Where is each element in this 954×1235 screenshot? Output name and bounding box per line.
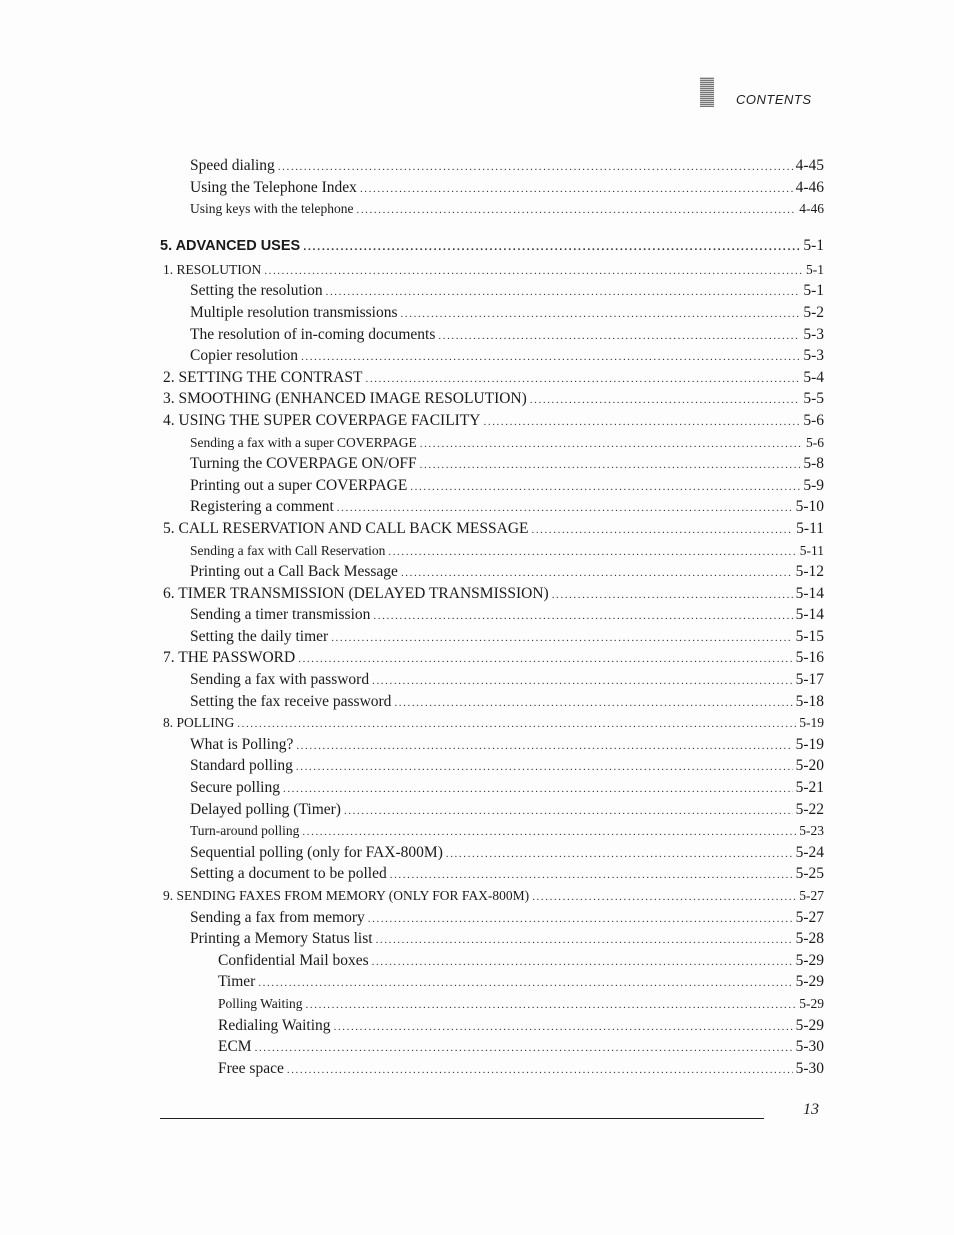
leader-dots (372, 671, 792, 693)
toc-section-page: 5-27 (799, 888, 824, 903)
toc-entry-title: Sequential polling (only for FAX-800M) (190, 843, 443, 861)
toc-section-page: 5-5 (803, 390, 824, 408)
chapter-page: 5-1 (803, 236, 824, 254)
toc-entry-title: Setting the daily timer (190, 627, 329, 645)
toc-entry-title: Printing out a super COVERPAGE (190, 476, 408, 494)
leader-dots (296, 757, 793, 779)
toc-subentry-page: 5-30 (795, 1059, 824, 1077)
toc-section-title: 4. USING THE SUPER COVERPAGE FACILITY (163, 411, 481, 429)
toc-entry-page: 5-28 (795, 930, 824, 948)
toc-entry-page: 5-24 (795, 843, 824, 861)
leader-dots (390, 865, 793, 887)
toc-entry-page: 5-27 (795, 908, 824, 926)
toc-entry-title: Turning the COVERPAGE ON/OFF (190, 455, 417, 473)
toc-section-page: 5-4 (803, 368, 824, 386)
toc-section-title: 8. POLLING (163, 715, 235, 731)
toc-section-title: 7. THE PASSWORD (163, 649, 296, 667)
toc-entry-page: 5-21 (795, 779, 824, 797)
toc-entry-title: Printing out a Call Back Message (190, 563, 398, 581)
toc-section-page: 5-16 (795, 649, 824, 667)
toc-entry-page: 5-11 (799, 542, 824, 558)
toc-entry-page: 5-9 (803, 476, 824, 494)
toc-entry (160, 928, 824, 950)
toc-entry (160, 198, 824, 220)
toc-entry-title: Registering a comment (190, 498, 334, 516)
toc-entry (160, 302, 824, 324)
leader-dots (302, 822, 796, 844)
toc-entry-title: Using keys with the telephone (190, 201, 354, 217)
toc-entry-page: 5-2 (803, 303, 824, 321)
leader-dots (552, 585, 793, 607)
leader-dots (287, 1060, 793, 1082)
toc-entry (160, 475, 824, 497)
toc-entry-page: 4-45 (795, 157, 824, 174)
leader-dots (530, 390, 801, 412)
leader-dots (372, 952, 793, 974)
toc-entry-title: Using the Telephone Index (190, 178, 357, 196)
leader-dots (401, 304, 801, 326)
chapter-heading (160, 235, 824, 259)
leader-dots (531, 520, 793, 542)
toc-subentry-title: Polling Waiting (218, 995, 303, 1011)
leader-dots (366, 369, 801, 391)
toc-entry-title: Printing a Memory Status list (190, 930, 373, 948)
leader-dots (258, 973, 792, 995)
toc-entry-title: Setting the fax receive password (190, 692, 392, 710)
toc-entry (160, 907, 824, 929)
leader-dots (410, 477, 800, 499)
leader-dots (334, 1017, 793, 1039)
leader-dots (296, 736, 792, 758)
toc-entry-title: Delayed polling (Timer) (190, 800, 341, 818)
toc-entry-title: Sending a timer transmission (190, 606, 371, 624)
leader-dots (376, 930, 793, 952)
toc-entry-page: 5-15 (795, 627, 824, 645)
toc-section (160, 410, 824, 432)
toc-entry (160, 345, 824, 367)
leader-dots (420, 434, 803, 456)
toc-entry (160, 540, 824, 562)
toc-entry-page: 4-46 (795, 178, 824, 196)
toc-subentry (160, 993, 824, 1015)
leader-dots (420, 455, 801, 477)
toc-entry-title: Copier resolution (190, 347, 299, 365)
toc-entry-page: 5-17 (795, 671, 824, 689)
toc-section-page: 5-11 (796, 519, 824, 537)
toc-subentry (160, 950, 824, 972)
toc-subentry-title: ECM (218, 1038, 252, 1056)
toc-subentry-page: 5-29 (795, 951, 824, 969)
toc-section (160, 367, 824, 389)
toc-entry-page: 5-20 (795, 757, 824, 775)
toc-entry (160, 842, 824, 864)
toc-subentry-page: 5-29 (795, 1016, 824, 1034)
leader-dots (373, 606, 792, 628)
table-of-contents (160, 155, 824, 1079)
leader-dots (255, 1038, 793, 1060)
toc-subentry-title: Free space (218, 1059, 284, 1077)
toc-entry-title: What is Polling? (190, 735, 294, 753)
leader-dots (344, 801, 793, 823)
leader-dots (356, 200, 796, 222)
chapter-title: 5. ADVANCED USES (160, 237, 301, 254)
toc-section (160, 885, 824, 907)
toc-section (160, 583, 824, 605)
toc-entry-page: 5-19 (795, 735, 824, 753)
toc-entry-page: 5-6 (806, 434, 824, 450)
leader-dots (326, 282, 801, 304)
toc-section-title: 2. SETTING THE CONTRAST (163, 368, 363, 386)
toc-entry-title: Multiple resolution transmissions (190, 303, 398, 321)
toc-section-title: 5. CALL RESERVATION AND CALL BACK MESSAGE (163, 519, 529, 537)
toc-section (160, 259, 824, 281)
toc-subentry-page: 5-29 (799, 995, 824, 1011)
toc-entry-title: Setting the resolution (190, 282, 323, 300)
toc-entry (160, 863, 824, 885)
toc-entry-page: 5-3 (803, 325, 824, 343)
leader-dots (532, 887, 796, 909)
toc-entry-title: Setting a document to be polled (190, 865, 387, 883)
toc-entry (160, 177, 824, 199)
toc-entry (160, 561, 824, 583)
toc-entry (160, 453, 824, 475)
toc-entry (160, 324, 824, 346)
toc-entry-page: 5-23 (799, 823, 824, 839)
section-tab-marker (700, 77, 714, 107)
leader-dots (278, 157, 793, 179)
leader-dots (368, 909, 793, 931)
toc-entry-page: 5-12 (795, 563, 824, 581)
footer-rule (160, 1118, 764, 1119)
toc-entry-title: Sending a fax with password (190, 671, 370, 689)
leader-dots (360, 179, 793, 201)
leader-dots (337, 498, 793, 520)
toc-entry (160, 777, 824, 799)
toc-entry (160, 432, 824, 454)
toc-entry-page: 5-10 (795, 498, 824, 516)
toc-subentry-title: Confidential Mail boxes (218, 951, 369, 969)
toc-subentry (160, 971, 824, 993)
leader-dots (283, 779, 793, 801)
toc-entry-page: 5-18 (795, 692, 824, 710)
running-header (700, 76, 812, 108)
toc-entry-title: Sending a fax from memory (190, 908, 365, 926)
toc-entry (160, 799, 824, 821)
leader-dots (388, 542, 796, 564)
toc-entry (160, 734, 824, 756)
toc-section-title: 3. SMOOTHING (ENHANCED IMAGE RESOLUTION) (163, 390, 527, 408)
toc-entry-page: 5-25 (795, 865, 824, 883)
toc-section-title: 9. SENDING FAXES FROM MEMORY (ONLY FOR FAX-800M) (163, 888, 530, 903)
leader-dots (446, 844, 793, 866)
toc-entry (160, 691, 824, 713)
leader-dots (401, 563, 793, 585)
toc-section-title: 1. RESOLUTION (163, 261, 262, 277)
toc-entry-title: Turn-around polling (190, 823, 300, 839)
toc-section (160, 518, 824, 540)
toc-entry-page: 5-8 (803, 455, 824, 473)
toc-entry-page: 5-1 (803, 282, 824, 300)
toc-entry (160, 604, 824, 626)
leader-dots (303, 237, 800, 259)
toc-section-title: 6. TIMER TRANSMISSION (DELAYED TRANSMISSION) (163, 584, 549, 602)
toc-subentry (160, 1015, 824, 1037)
toc-entry-title: Standard polling (190, 757, 293, 775)
toc-section-page: 5-1 (806, 261, 824, 277)
leader-dots (264, 261, 803, 283)
leader-dots (331, 628, 792, 650)
leader-dots (438, 326, 800, 348)
header-label: CONTENTS (736, 91, 812, 107)
toc-entry-page: 5-14 (795, 606, 824, 624)
toc-entry (160, 155, 824, 177)
toc-entry (160, 669, 824, 691)
toc-entry (160, 820, 824, 842)
toc-entry (160, 280, 824, 302)
leader-dots (237, 714, 796, 736)
toc-section (160, 712, 824, 734)
leader-dots (306, 995, 797, 1017)
leader-dots (301, 347, 800, 369)
toc-entry-page: 4-46 (799, 201, 824, 217)
toc-entry-title: Sending a fax with a super COVERPAGE (190, 434, 417, 450)
toc-section-page: 5-19 (799, 715, 824, 731)
toc-section (160, 388, 824, 410)
toc-section (160, 647, 824, 669)
leader-dots (394, 693, 792, 715)
toc-subentry-title: Timer (218, 973, 256, 991)
toc-entry-title: Speed dialing (190, 157, 275, 174)
leader-dots (298, 649, 792, 671)
toc-entry-page: 5-22 (795, 800, 824, 818)
page-number: 13 (803, 1101, 819, 1118)
toc-subentry-page: 5-30 (795, 1038, 824, 1056)
toc-subentry-page: 5-29 (795, 973, 824, 991)
toc-entry-title: Secure polling (190, 779, 280, 797)
toc-subentry (160, 1036, 824, 1058)
leader-dots (484, 412, 801, 434)
toc-subentry (160, 1058, 824, 1080)
toc-entry (160, 755, 824, 777)
toc-subentry-title: Redialing Waiting (218, 1016, 331, 1034)
toc-entry-title: The resolution of in-coming documents (190, 325, 436, 343)
toc-entry-title: Sending a fax with Call Reservation (190, 542, 386, 558)
toc-entry (160, 626, 824, 648)
toc-entry-page: 5-3 (803, 347, 824, 365)
toc-section-page: 5-6 (803, 411, 824, 429)
toc-entry (160, 496, 824, 518)
toc-section-page: 5-14 (795, 584, 824, 602)
